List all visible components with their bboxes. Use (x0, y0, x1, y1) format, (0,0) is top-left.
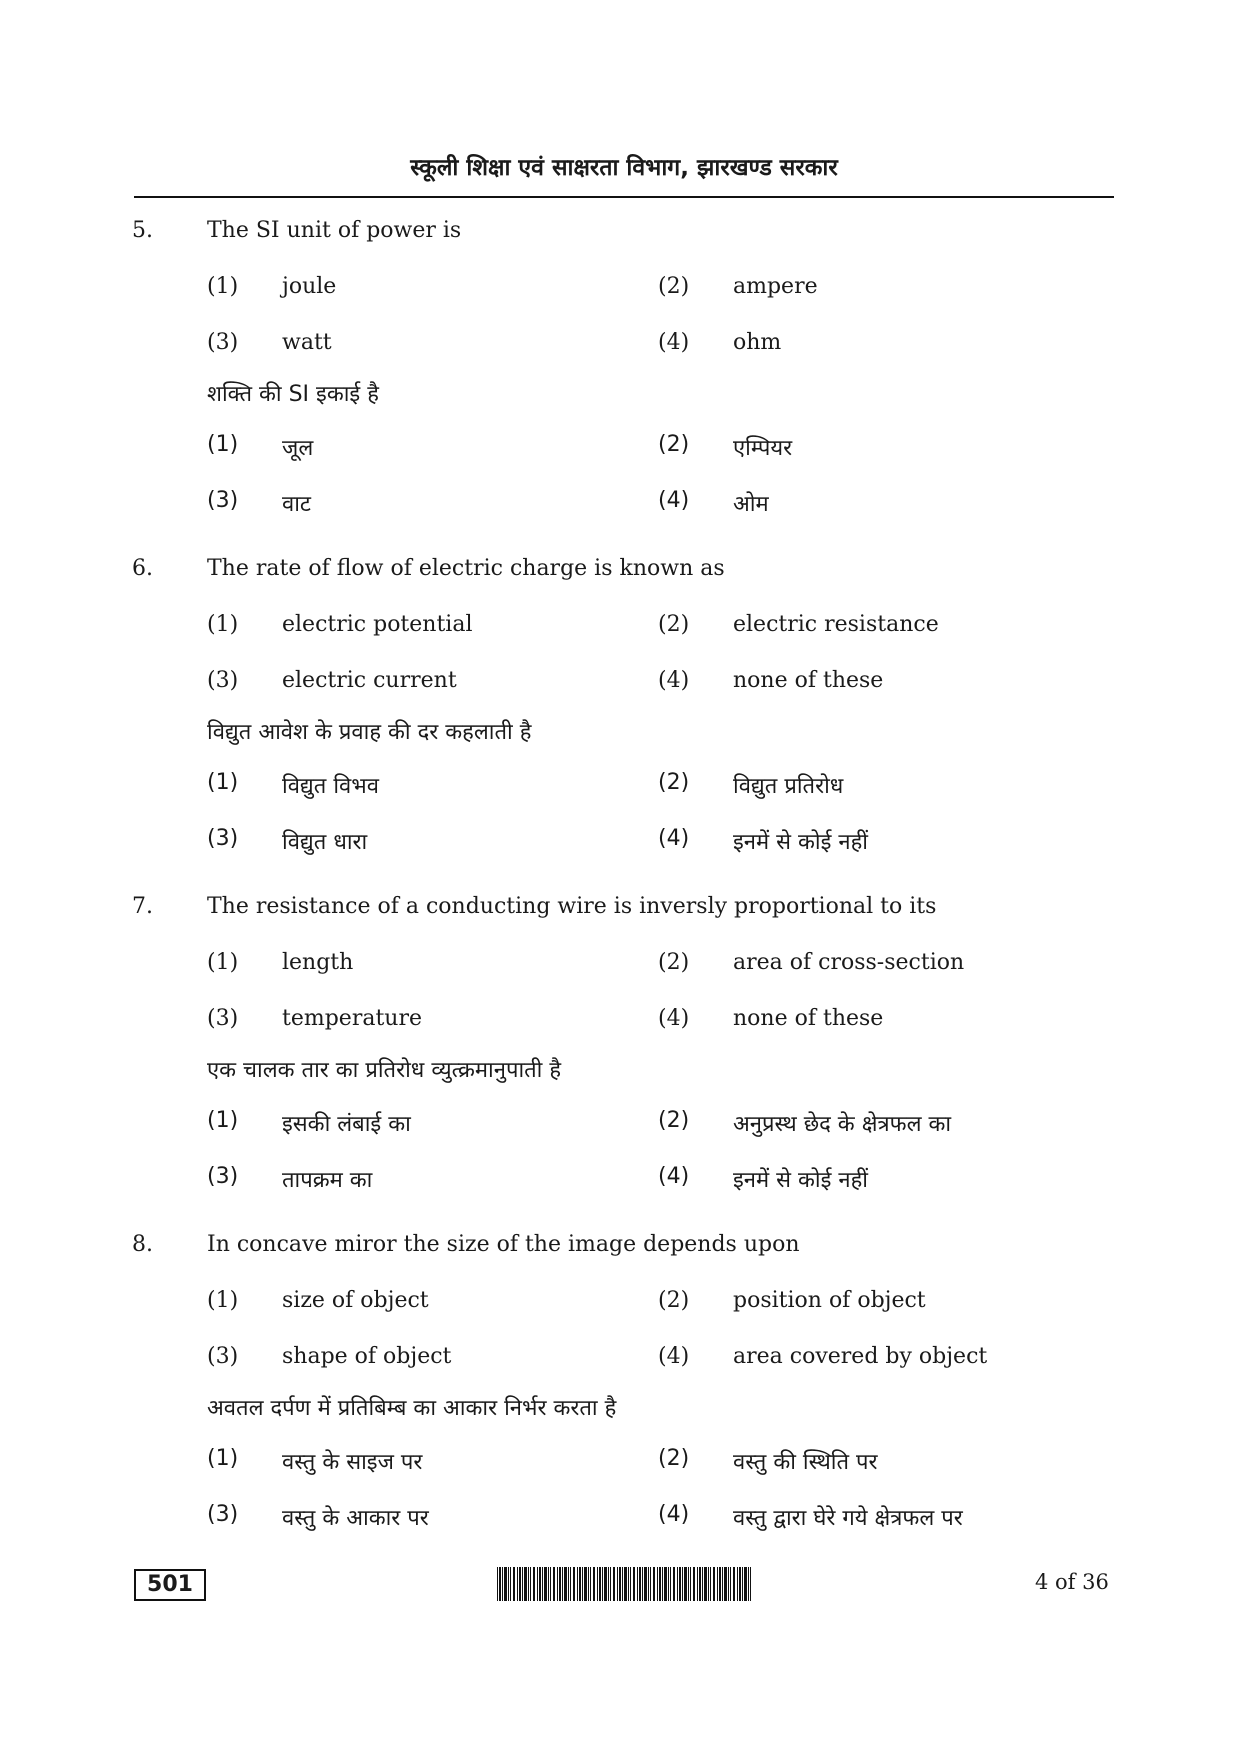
option-number: (2) (658, 770, 690, 795)
barcode-bar (630, 1567, 631, 1601)
barcode-bar (733, 1567, 735, 1601)
barcode-bar (537, 1567, 538, 1601)
option-text: विद्युत विभव (282, 774, 379, 799)
barcode-bar (677, 1567, 678, 1601)
option-number: (4) (658, 668, 690, 693)
option-text: इसकी लंबाई का (282, 1112, 411, 1137)
barcode-bar (659, 1567, 661, 1601)
option-text: वस्तु के आकार पर (282, 1506, 429, 1531)
option-text: area of cross-section (733, 950, 965, 975)
barcode-bar (513, 1567, 515, 1601)
question-text-hi: शक्ति की SI इकाई है (207, 382, 379, 407)
barcode-bar (497, 1567, 498, 1601)
barcode-bar (508, 1567, 509, 1601)
barcode-bar (739, 1567, 741, 1601)
barcode-bar (697, 1567, 698, 1601)
barcode-bar (650, 1567, 651, 1601)
barcode-bar (557, 1567, 558, 1601)
barcode-bar (590, 1567, 591, 1601)
barcode-bar (579, 1567, 581, 1601)
barcode-bar (619, 1567, 621, 1601)
question-text-en: The rate of flow of electric charge is known as (207, 556, 725, 581)
barcode-bar (617, 1567, 618, 1601)
barcode-bar (553, 1567, 555, 1601)
option-number: (2) (658, 1288, 690, 1313)
barcode-bar (744, 1567, 747, 1601)
barcode-bar (524, 1567, 527, 1601)
option-text: none of these (733, 1006, 884, 1031)
option-number: (3) (207, 1164, 239, 1189)
option-number: (2) (658, 432, 690, 457)
option-number: (4) (658, 330, 690, 355)
question-number: 8. (132, 1232, 153, 1257)
barcode-bar (519, 1567, 521, 1601)
option-text: ओम (733, 492, 769, 517)
barcode-bar (717, 1567, 718, 1601)
option-text: length (282, 950, 354, 975)
barcode-bar (679, 1567, 681, 1601)
barcode-bar (628, 1567, 629, 1601)
barcode-bar (582, 1567, 583, 1601)
barcode-bar (624, 1567, 627, 1601)
option-number: (1) (207, 432, 239, 457)
barcode-bar (657, 1567, 658, 1601)
option-number: (1) (207, 1288, 239, 1313)
option-number: (4) (658, 826, 690, 851)
barcode-bar (604, 1567, 607, 1601)
option-number: (1) (207, 770, 239, 795)
barcode-bar (528, 1567, 529, 1601)
option-text: ohm (733, 330, 782, 355)
option-text: वाट (282, 492, 312, 517)
barcode-bar (724, 1567, 727, 1601)
barcode-bar (564, 1567, 567, 1601)
barcode-bar (670, 1567, 671, 1601)
question-text-en: The resistance of a conducting wire is inversly proportional to its (207, 894, 937, 919)
option-text: electric potential (282, 612, 473, 637)
barcode-bar (662, 1567, 663, 1601)
option-text: temperature (282, 1006, 423, 1031)
option-number: (1) (207, 274, 239, 299)
option-number: (1) (207, 612, 239, 637)
barcode-bar (639, 1567, 641, 1601)
option-text: ampere (733, 274, 818, 299)
barcode-bar (522, 1567, 523, 1601)
barcode-bar (728, 1567, 729, 1601)
barcode-bar (559, 1567, 561, 1601)
barcode-bar (530, 1567, 531, 1601)
header-divider (134, 196, 1114, 198)
question-text-hi: एक चालक तार का प्रतिरोध व्युत्क्रमानुपाती है (207, 1058, 562, 1083)
option-number: (4) (658, 488, 690, 513)
option-text: joule (282, 274, 337, 299)
option-text: position of object (733, 1288, 926, 1313)
barcode-bar (548, 1567, 549, 1601)
barcode-bar (648, 1567, 649, 1601)
barcode-bar (653, 1567, 655, 1601)
option-text: अनुप्रस्थ छेद के क्षेत्रफल का (733, 1112, 952, 1137)
barcode-bar (510, 1567, 511, 1601)
option-number: (3) (207, 826, 239, 851)
barcode-bar (690, 1567, 691, 1601)
question-text-hi: अवतल दर्पण में प्रतिबिम्ब का आकार निर्भर करता है (207, 1396, 617, 1421)
option-text: watt (282, 330, 332, 355)
option-text: none of these (733, 668, 884, 693)
barcode-bar (644, 1567, 647, 1601)
option-text: shape of object (282, 1344, 452, 1369)
option-number: (4) (658, 1164, 690, 1189)
option-number: (2) (658, 950, 690, 975)
barcode-bar (730, 1567, 731, 1601)
option-number: (3) (207, 1006, 239, 1031)
barcode-bar (602, 1567, 603, 1601)
option-text: विद्युत धारा (282, 830, 368, 855)
question-number: 6. (132, 556, 153, 581)
option-number: (1) (207, 1108, 239, 1133)
question-number: 5. (132, 218, 153, 243)
page-number: 4 of 36 (1035, 1570, 1109, 1594)
option-text: जूल (282, 436, 314, 461)
barcode-bar (568, 1567, 569, 1601)
barcode-bar (533, 1567, 535, 1601)
option-number: (4) (658, 1344, 690, 1369)
option-number: (1) (207, 950, 239, 975)
barcode-bar (688, 1567, 689, 1601)
barcode-bar (562, 1567, 563, 1601)
option-number: (2) (658, 1446, 690, 1471)
barcode-bar (664, 1567, 667, 1601)
barcode-bar (588, 1567, 589, 1601)
barcode-bar (577, 1567, 578, 1601)
barcode-bar (704, 1567, 707, 1601)
question-number: 7. (132, 894, 153, 919)
option-text: इनमें से कोई नहीं (733, 1168, 869, 1193)
option-number: (2) (658, 274, 690, 299)
barcode-bar (719, 1567, 721, 1601)
barcode-bar (682, 1567, 683, 1601)
barcode-bar (750, 1567, 751, 1601)
option-number: (3) (207, 330, 239, 355)
barcode-bar (550, 1567, 551, 1601)
option-number: (3) (207, 1344, 239, 1369)
barcode-bar (673, 1567, 675, 1601)
barcode-bar (622, 1567, 623, 1601)
option-text: वस्तु द्वारा घेरे गये क्षेत्रफल पर (733, 1506, 963, 1531)
option-text: वस्तु के साइज पर (282, 1450, 423, 1475)
option-text: इनमें से कोई नहीं (733, 830, 869, 855)
barcode-bar (502, 1567, 503, 1601)
option-text: तापक्रम का (282, 1168, 373, 1193)
option-number: (3) (207, 488, 239, 513)
barcode-bar (597, 1567, 598, 1601)
page-header: स्कूली शिक्षा एवं साक्षरता विभाग, झारखण्ड सरकार (410, 155, 838, 181)
option-text: area covered by object (733, 1344, 988, 1369)
barcode-bar (633, 1567, 635, 1601)
barcode-bar (573, 1567, 575, 1601)
option-number: (2) (658, 1108, 690, 1133)
paper-code-box: 501 (134, 1569, 206, 1601)
barcode-bar (613, 1567, 615, 1601)
barcode-bar (542, 1567, 543, 1601)
barcode-bar (713, 1567, 715, 1601)
barcode-bar (599, 1567, 601, 1601)
barcode-bar (517, 1567, 518, 1601)
barcode-bar (539, 1567, 541, 1601)
barcode-bar (748, 1567, 749, 1601)
barcode (497, 1567, 753, 1601)
barcode-bar (684, 1567, 687, 1601)
option-text: विद्युत प्रतिरोध (733, 774, 844, 799)
option-number: (4) (658, 1502, 690, 1527)
option-number: (1) (207, 1446, 239, 1471)
question-text-en: In concave miror the size of the image depends upon (207, 1232, 800, 1257)
barcode-bar (504, 1567, 507, 1601)
option-number: (4) (658, 1006, 690, 1031)
option-number: (3) (207, 668, 239, 693)
question-text-hi: विद्युत आवेश के प्रवाह की दर कहलाती है (207, 720, 532, 745)
barcode-bar (593, 1567, 595, 1601)
barcode-bar (544, 1567, 547, 1601)
barcode-bar (570, 1567, 571, 1601)
barcode-bar (708, 1567, 709, 1601)
option-number: (2) (658, 612, 690, 637)
barcode-bar (668, 1567, 669, 1601)
barcode-bar (637, 1567, 638, 1601)
barcode-bar (693, 1567, 695, 1601)
barcode-bar (742, 1567, 743, 1601)
barcode-bar (584, 1567, 587, 1601)
barcode-bar (610, 1567, 611, 1601)
question-text-en: The SI unit of power is (207, 218, 462, 243)
barcode-bar (608, 1567, 609, 1601)
barcode-bar (642, 1567, 643, 1601)
barcode-bar (699, 1567, 701, 1601)
option-text: वस्तु की स्थिति पर (733, 1450, 878, 1475)
option-text: एम्पियर (733, 436, 793, 461)
barcode-bar (737, 1567, 738, 1601)
option-text: electric resistance (733, 612, 939, 637)
option-text: electric current (282, 668, 457, 693)
option-text: size of object (282, 1288, 429, 1313)
barcode-bar (722, 1567, 723, 1601)
barcode-bar (710, 1567, 711, 1601)
barcode-bar (499, 1567, 501, 1601)
option-number: (3) (207, 1502, 239, 1527)
barcode-bar (702, 1567, 703, 1601)
